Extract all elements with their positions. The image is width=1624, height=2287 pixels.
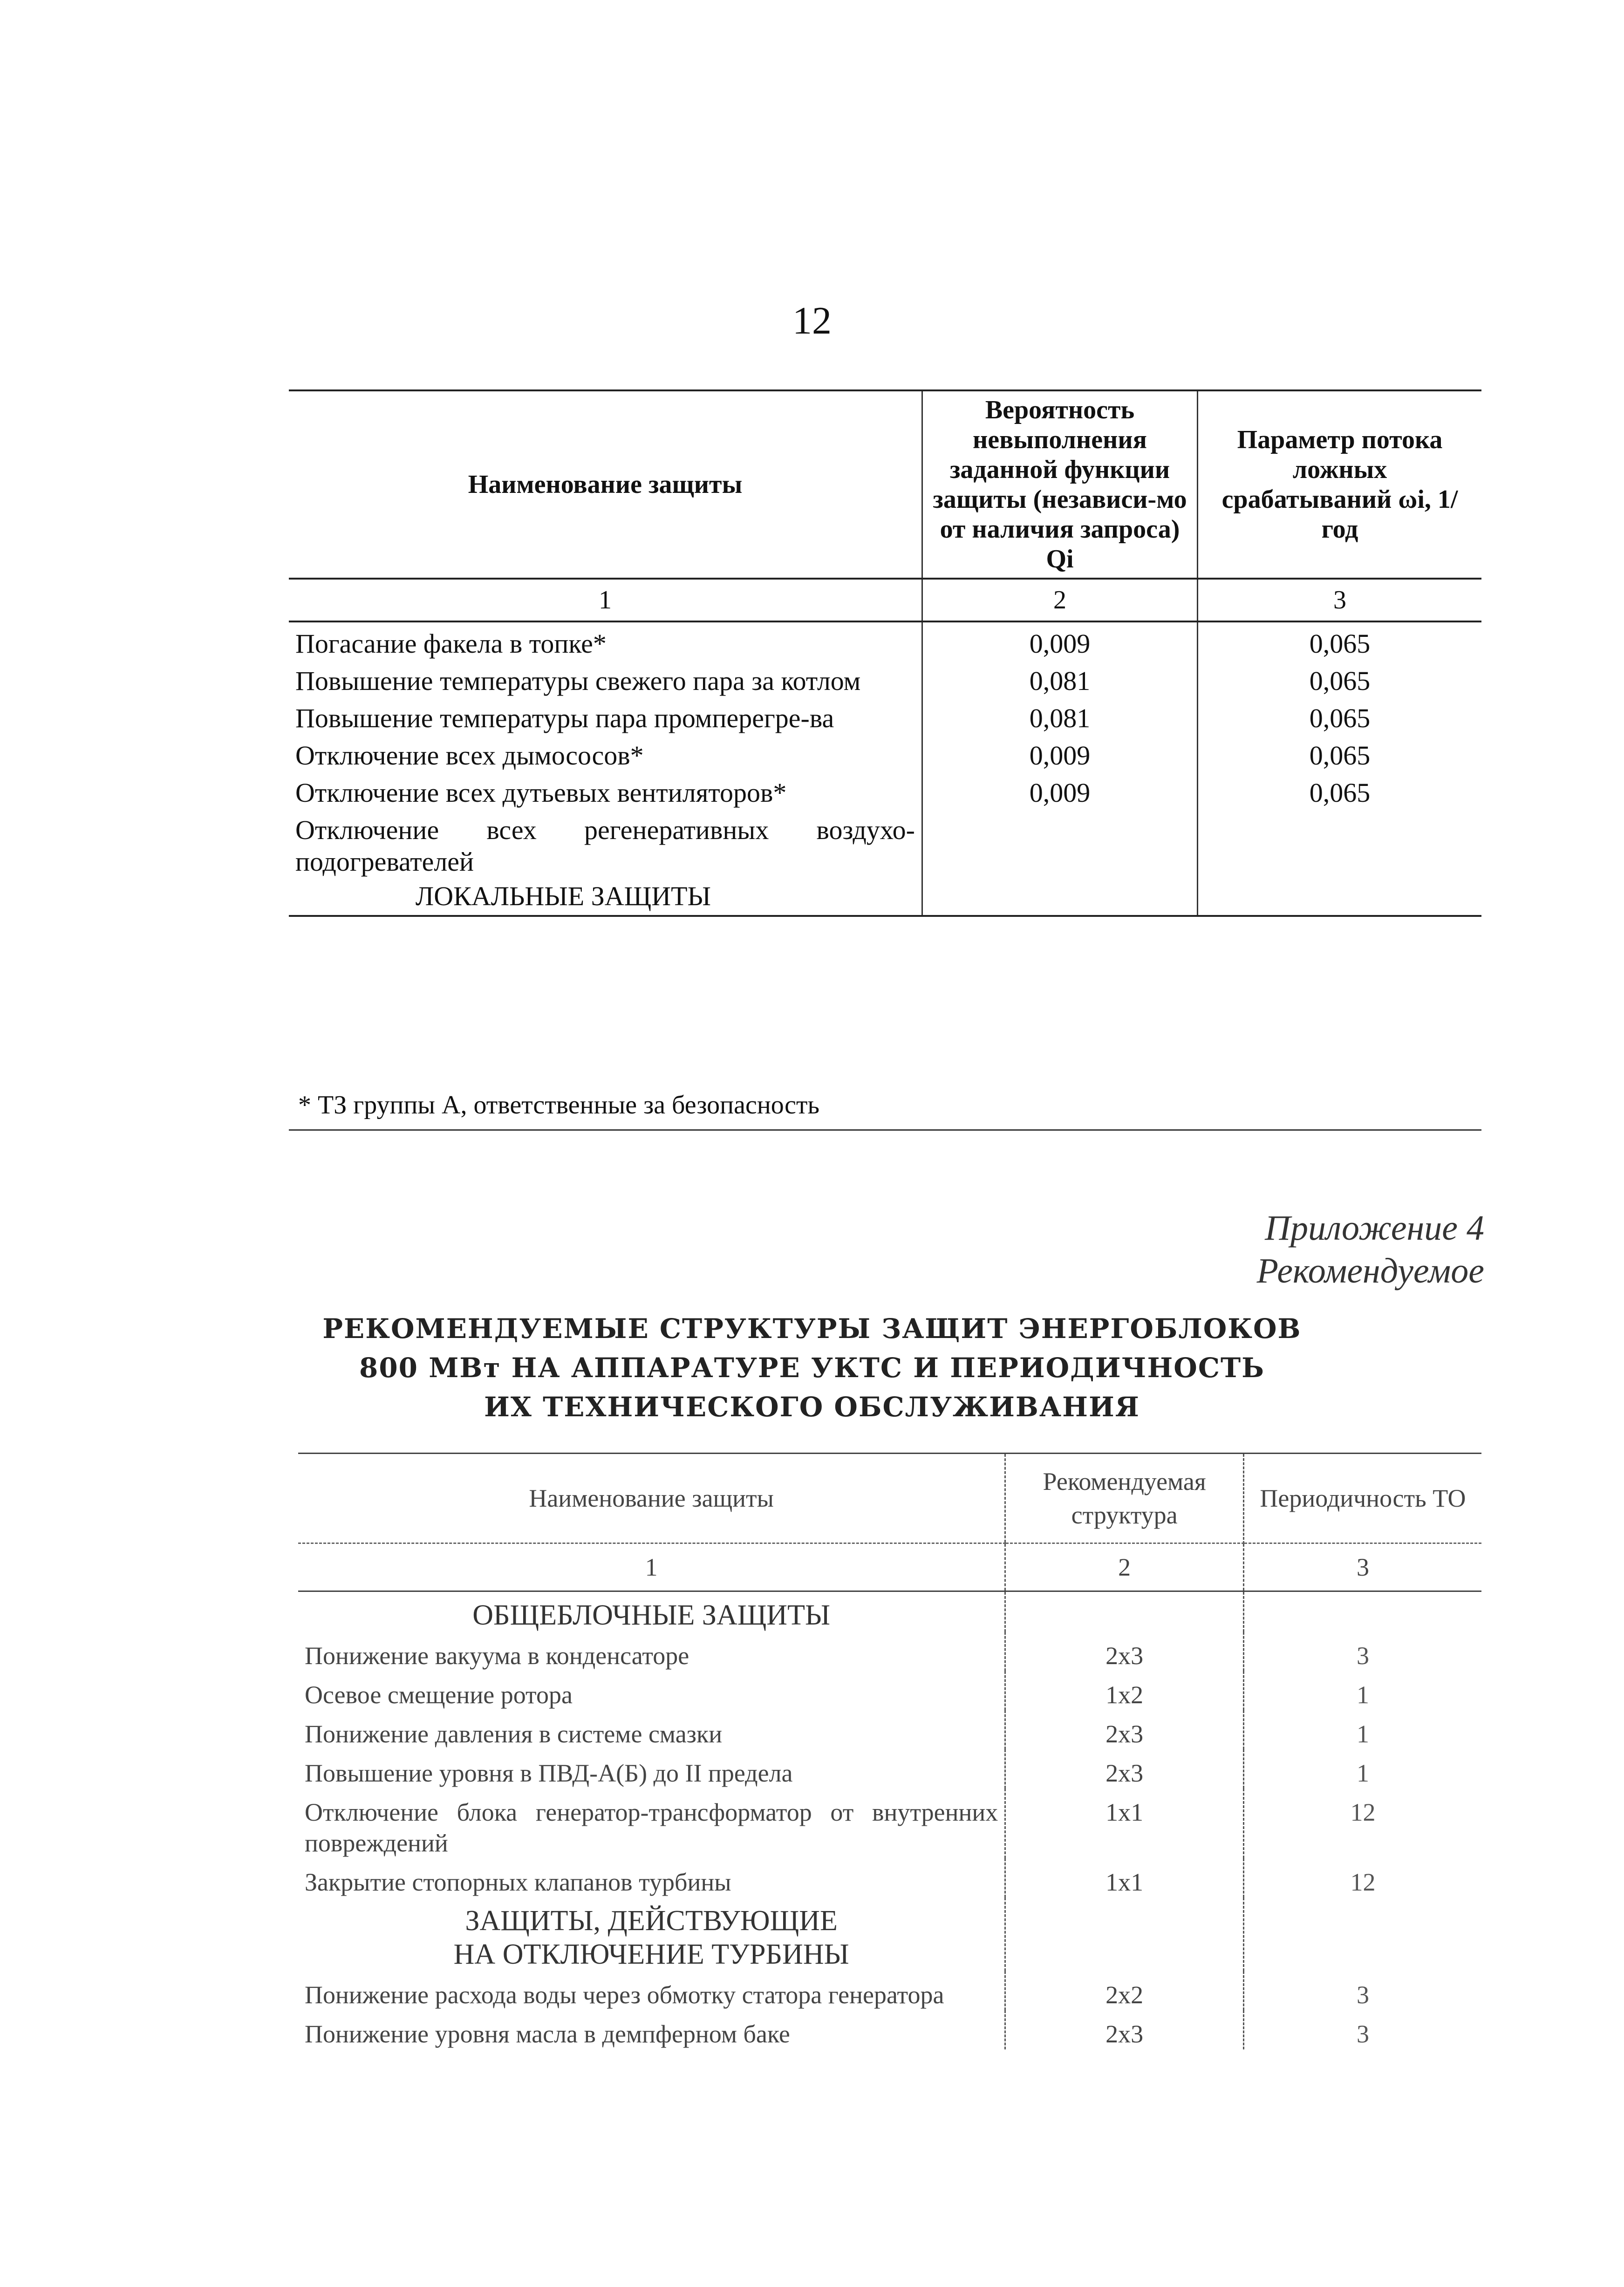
header-recommended-structure: Рекомендуемая структура [1005,1454,1244,1543]
maintenance-period: 12 [1350,1798,1376,1826]
protection-name: Повышение температуры свежего пара за котлом [295,666,861,696]
column-number: 2 [922,579,1198,621]
header-protection-name: Наименование защиты [289,390,922,579]
empty-cell [1005,1591,1244,1632]
false-trip-rate [1198,809,1482,916]
maintenance-period: 12 [1350,1868,1376,1896]
false-trip-rate: 0,065 [1309,703,1371,733]
footnote-divider [289,1129,1481,1131]
table-row [289,621,1481,660]
failure-probability: 0,081 [922,697,1198,734]
recommended-structure: 2х2 [1005,1971,1244,2010]
protection-name: Отключение всех регенеративных воздухо-подогревателей [295,815,915,877]
recommended-structure: 2х3 [1005,1749,1244,1789]
column-number-row [298,1543,1481,1591]
page-number: 12 [792,299,832,342]
recommended-structure: 2х3 [1005,1632,1244,1671]
failure-probability: 0,009 [922,771,1198,809]
protection-name: Закрытие стопорных клапанов турбины [305,1868,731,1896]
table-row [298,1971,1481,2010]
protection-name: Понижение давления в системе смазки [305,1720,723,1748]
table-row [298,1749,1481,1789]
maintenance-period: 3 [1356,1642,1369,1670]
protection-name: Понижение расхода воды через обмотку статора генератора [305,1981,944,2009]
table-header-row [289,390,1481,579]
false-trip-rate: 0,065 [1309,666,1371,696]
maintenance-period: 3 [1356,2020,1369,2048]
protection-name: Отключение всех дутьевых вентиляторов* [295,778,787,808]
protection-name: Повышение уровня в ПВД-А(Б) до II предела [305,1759,793,1787]
column-number: 1 [298,1543,1005,1591]
header-maintenance-period: Периодичность ТО [1243,1454,1481,1543]
appendix-heading [1257,1207,1484,1292]
protection-name: Погасание факела в топке* [295,628,607,659]
empty-cell [1243,1591,1481,1632]
table-row [298,2010,1481,2049]
false-trip-rate: 0,065 [1309,778,1371,808]
protection-name: Повышение температуры пара промперегре-ва [295,703,834,733]
protection-name: Отключение блока генератор-трансформатор от внутренних повреждений [305,1798,998,1857]
section-label-line: ЗАЩИТЫ, ДЕЙСТВУЮЩИЕ [465,1905,838,1937]
column-number: 2 [1005,1543,1244,1591]
false-trip-rate: 0,065 [1309,628,1371,659]
empty-cell [1243,1898,1481,1971]
table-row [289,697,1481,734]
maintenance-period: 1 [1356,1759,1369,1787]
recommended-structure: 1х1 [1005,1789,1244,1858]
recommended-structure: 1х2 [1005,1671,1244,1710]
section-title [0,1309,1624,1427]
failure-probability: 0,009 [922,734,1198,771]
header-protection-name: Наименование защиты [298,1454,1005,1543]
maintenance-period: 1 [1356,1681,1369,1709]
table-header-row [298,1454,1481,1543]
empty-cell [1005,1898,1244,1971]
column-number-row [289,579,1481,621]
protection-name: Понижение уровня масла в демпферном баке [305,2020,790,2048]
table-row [289,734,1481,771]
table-row [298,1632,1481,1671]
section-row [298,1591,1481,1632]
title-line: ИХ ТЕХНИЧЕСКОГО ОБСЛУЖИВАНИЯ [484,1391,1140,1423]
header-false-trip-rate: Параметр потока ложных срабатываний ωi, 1/год [1198,390,1482,579]
section-row [298,1898,1481,1971]
column-number: 3 [1243,1543,1481,1591]
table-row [298,1671,1481,1710]
table-row [289,771,1481,809]
protection-structure-table [298,1453,1481,2049]
table-row [289,660,1481,697]
section-label-line: НА ОТКЛЮЧЕНИЕ ТУРБИНЫ [453,1939,849,1970]
false-trip-rate: 0,065 [1309,740,1371,771]
header-failure-probability: Вероятность невыполнения заданной функции защиты (независи-мо от наличия запроса) Qi [922,390,1198,579]
maintenance-period: 1 [1356,1720,1369,1748]
failure-probability: 0,081 [922,660,1198,697]
recommended-structure: 1х1 [1005,1858,1244,1898]
title-line: 800 МВт НА АППАРАТУРЕ УКТС И ПЕРИОДИЧНОСТЬ [359,1352,1265,1384]
table-row [298,1858,1481,1898]
appendix-status: Рекомендуемое [1256,1251,1484,1290]
failure-probability [922,809,1198,916]
title-line: РЕКОМЕНДУЕМЫЕ СТРУКТУРЫ ЗАЩИТ ЭНЕРГОБЛОКОВ [322,1313,1302,1345]
footnote: * ТЗ группы А, ответственные за безопасность [298,1091,820,1120]
section-label-unit-wide: ОБЩЕБЛОЧНЫЕ ЗАЩИТЫ [472,1599,831,1631]
table-row [298,1789,1481,1858]
recommended-structure: 2х3 [1005,2010,1244,2049]
section-label-turbine-trip [298,1898,1005,1971]
protection-name-cell [289,809,922,916]
column-number: 1 [289,579,922,621]
maintenance-period: 3 [1356,1981,1369,2009]
section-label-local: ЛОКАЛЬНЫЕ ЗАЩИТЫ [415,881,711,911]
recommended-structure: 2х3 [1005,1710,1244,1749]
appendix-label: Приложение 4 [1265,1208,1484,1248]
protection-name: Понижение вакуума в конденсаторе [305,1642,689,1670]
table-row [298,1710,1481,1749]
protection-name: Отключение всех дымососов* [295,740,644,771]
table-row [289,809,1481,916]
failure-probability: 0,009 [922,621,1198,660]
protection-name: Осевое смещение ротора [305,1681,573,1709]
protection-reliability-table [289,389,1481,917]
column-number: 3 [1198,579,1482,621]
